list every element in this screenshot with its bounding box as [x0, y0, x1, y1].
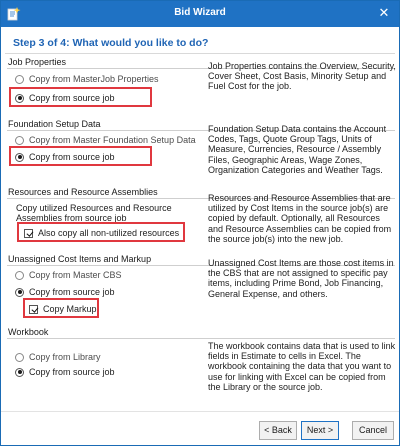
radio-button[interactable] [15, 353, 24, 362]
radio-foundation-master[interactable] [15, 135, 196, 145]
checkbox-label: Also copy all non-utilized resources [38, 228, 180, 238]
unassigned-description: Unassigned Cost Items are those cost items in the CBS that are not assigned to specific pay items, including Prime Bond, Job Financing, General Expense, and others. [208, 258, 394, 299]
radio-label: Copy from MasterJob Properties [29, 74, 159, 84]
radio-label: Copy from source job [29, 93, 115, 103]
radio-button[interactable] [15, 75, 24, 84]
radio-button[interactable] [15, 136, 24, 145]
section-label-foundation: Foundation Setup Data [8, 119, 101, 129]
radio-label: Copy from Master CBS [29, 270, 122, 280]
radio-button[interactable] [15, 271, 24, 280]
radio-label: Copy from source job [29, 152, 115, 162]
highlight-box [23, 298, 99, 318]
radio-workbook-library[interactable] [15, 352, 101, 362]
step-title: Step 3 of 4: What would you like to do? [13, 37, 209, 49]
resources-default-text: Copy utilized Resources and Resource Assemblies from source job [16, 203, 172, 224]
title-bar [1, 1, 399, 27]
back-button[interactable]: < Back [259, 421, 297, 440]
resources-description: Resources and Resource Assemblies that are utilized by Cost Items in the source job(s) are copied by default. Optionally, all Resources and Resource Assemblies can be copied from the source job(s) into the new job. [208, 193, 392, 244]
radio-jobprops-master[interactable] [15, 74, 159, 84]
radio-label: Copy from source job [29, 287, 115, 297]
workbook-description: The workbook contains data that is used to link fields in Estimate to cells in Excel. The workbook containing the data that you want to use for linking with Excel can be copied from the Library or the source job. [208, 341, 396, 392]
section-label-job-properties: Job Properties [8, 57, 67, 67]
cancel-button[interactable]: Cancel [352, 421, 394, 440]
section-divider [7, 338, 395, 339]
next-button[interactable]: Next > [301, 421, 339, 440]
radio-button[interactable] [15, 368, 24, 377]
foundation-description: Foundation Setup Data contains the Account Codes, Tags, Quote Group Tags, Units of Measure, Currencies, Resource / Assembly Files, Geographic Areas, Wage Zones, Organization Categories and Weather Tags. [208, 124, 387, 175]
footer-divider [1, 411, 399, 412]
radio-label: Copy from Library [29, 352, 101, 362]
close-icon[interactable]: ✕ [378, 5, 390, 20]
header-divider [5, 53, 395, 54]
checkbox-label: Copy Markup [43, 304, 97, 314]
section-label-workbook: Workbook [8, 327, 49, 337]
window-title: Bid Wizard [174, 7, 226, 18]
radio-button[interactable] [15, 288, 24, 297]
radio-unassigned-source[interactable] [15, 287, 115, 297]
highlight-box [17, 222, 185, 242]
highlight-box [9, 87, 152, 107]
radio-workbook-source[interactable] [15, 367, 115, 377]
radio-unassigned-master[interactable] [15, 270, 122, 280]
section-label-resources: Resources and Resource Assemblies [8, 187, 158, 197]
radio-label: Copy from Master Foundation Setup Data [29, 135, 196, 145]
highlight-box [9, 146, 152, 166]
job-properties-description: Job Properties contains the Overview, Security, Cover Sheet, Cost Basis, Minority Setup and Fuel Cost for the job. [208, 61, 396, 92]
section-label-unassigned: Unassigned Cost Items and Markup [8, 254, 152, 264]
radio-label: Copy from source job [29, 367, 115, 377]
